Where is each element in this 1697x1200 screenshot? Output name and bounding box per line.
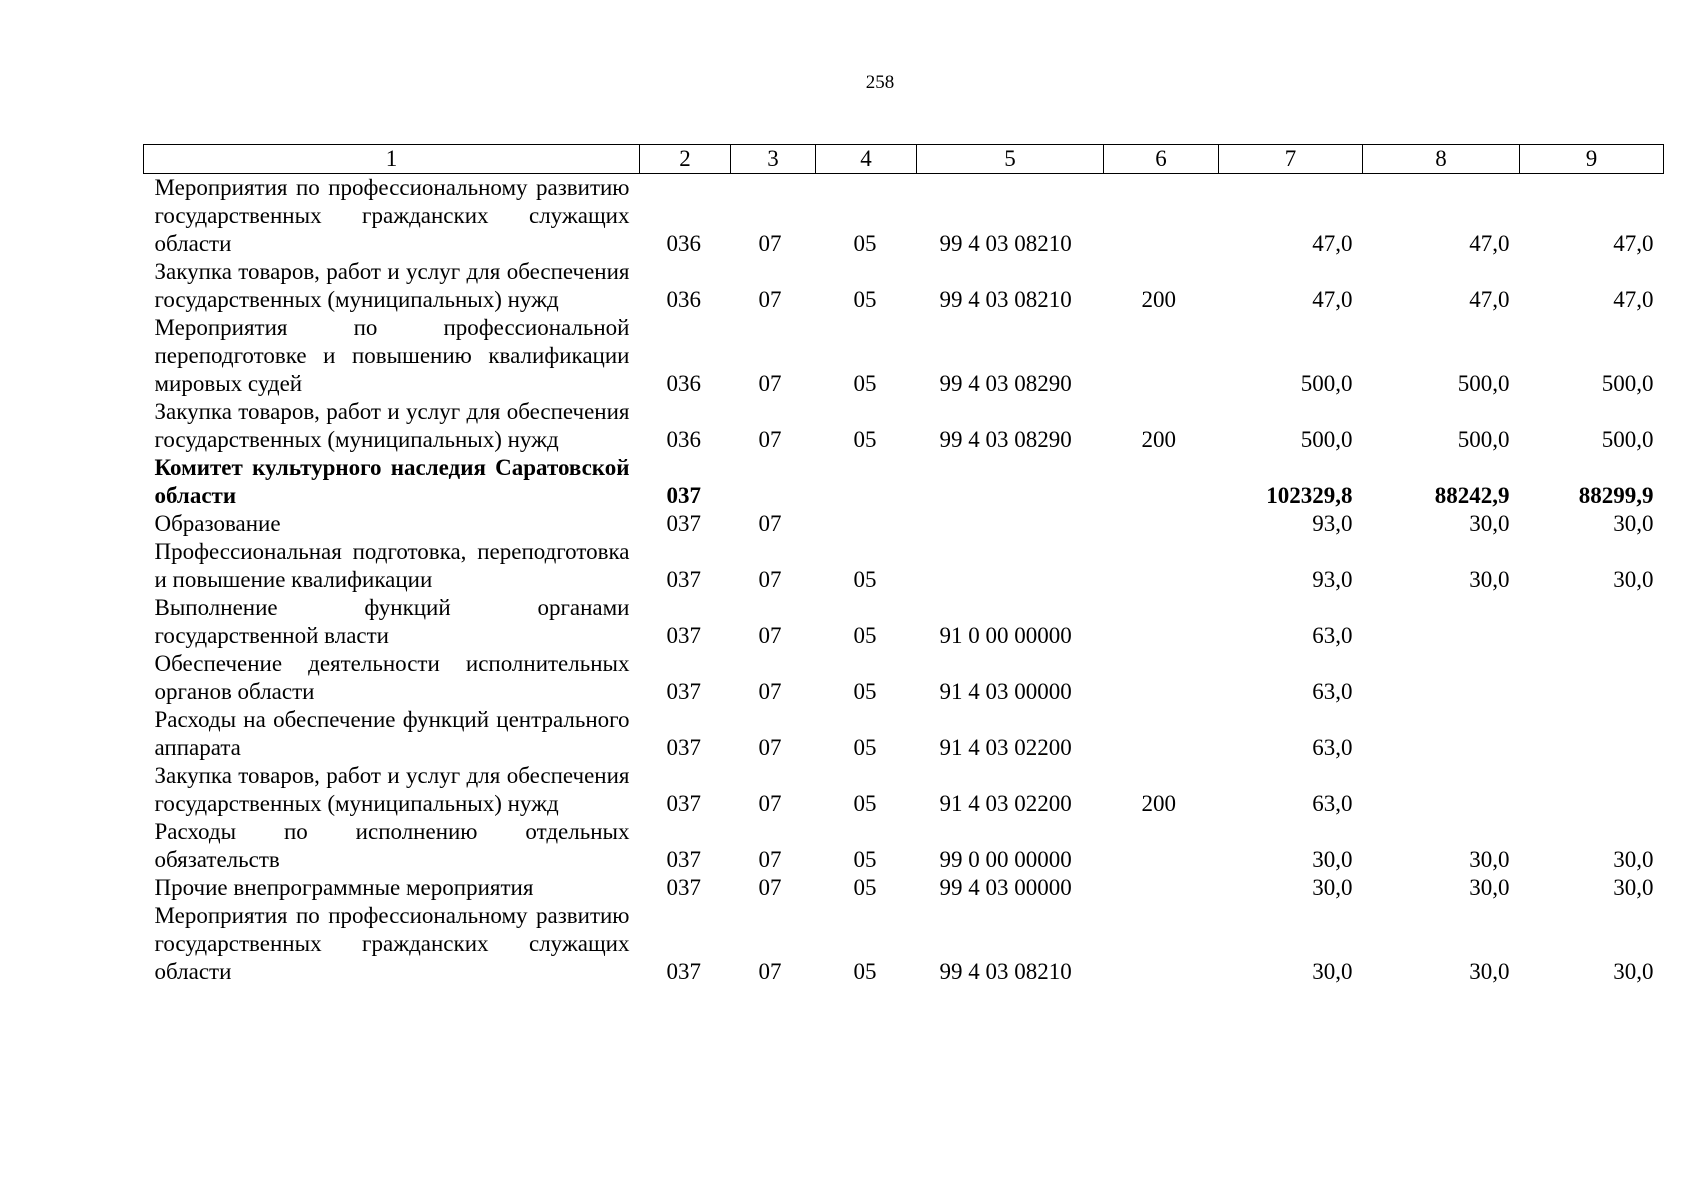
column-header: 2	[640, 145, 731, 174]
amount-col-8: 30,0	[1469, 847, 1510, 872]
amount-col-8: 30,0	[1469, 959, 1510, 984]
amount-col-8	[1363, 650, 1520, 706]
section-code: 07	[758, 427, 782, 452]
amount-col-8: 47,0	[1469, 287, 1510, 312]
section-code: 07	[758, 371, 782, 396]
amount-col-8: 88242,9	[1434, 483, 1510, 508]
expense-type-code	[1104, 874, 1219, 902]
table-row	[144, 650, 1664, 706]
expense-type-code	[1104, 538, 1219, 594]
row-name: Образование	[154, 511, 281, 536]
expense-type-code	[1104, 594, 1219, 650]
target-article-code: 91 4 03 00000	[939, 679, 1072, 704]
section-code: 07	[758, 959, 782, 984]
expense-type-code	[1104, 818, 1219, 874]
subsection-code: 05	[853, 567, 877, 592]
section-code: 07	[758, 287, 782, 312]
section-code: 07	[758, 511, 782, 536]
expense-type-code	[1104, 510, 1219, 538]
amount-col-9: 30,0	[1613, 847, 1654, 872]
amount-col-8: 30,0	[1469, 567, 1510, 592]
target-article-code: 91 0 00 00000	[939, 623, 1072, 648]
amount-col-8: 30,0	[1469, 875, 1510, 900]
target-article-code: 99 0 00 00000	[939, 847, 1072, 872]
subsection-code: 05	[853, 231, 877, 256]
amount-col-7: 500,0	[1300, 427, 1353, 452]
column-header: 5	[917, 145, 1104, 174]
target-article-code: 99 4 03 00000	[939, 875, 1072, 900]
section-code	[731, 454, 816, 510]
expense-type-code	[1104, 454, 1219, 510]
table-row	[144, 818, 1664, 874]
table-header	[144, 145, 1664, 174]
amount-col-8: 47,0	[1469, 231, 1510, 256]
amount-col-7: 63,0	[1312, 679, 1353, 704]
amount-col-7: 63,0	[1312, 623, 1353, 648]
column-header: 8	[1363, 145, 1520, 174]
column-header: 9	[1520, 145, 1664, 174]
subsection-code: 05	[853, 679, 877, 704]
table-body	[144, 174, 1664, 987]
subsection-code: 05	[853, 735, 877, 760]
ministry-code: 037	[666, 735, 701, 760]
amount-col-9	[1520, 706, 1664, 762]
ministry-code: 037	[666, 511, 701, 536]
ministry-code: 037	[666, 791, 701, 816]
amount-col-7: 30,0	[1312, 847, 1353, 872]
ministry-code: 036	[666, 231, 701, 256]
table-row	[144, 538, 1664, 594]
target-article-code: 91 4 03 02200	[939, 791, 1072, 816]
section-code: 07	[758, 567, 782, 592]
amount-col-8: 30,0	[1469, 511, 1510, 536]
column-header: 6	[1104, 145, 1219, 174]
subsection-code	[816, 510, 917, 538]
target-article-code: 99 4 03 08290	[939, 427, 1072, 452]
ministry-code: 037	[666, 483, 701, 508]
target-article-code: 99 4 03 08290	[939, 371, 1072, 396]
table-row	[144, 510, 1664, 538]
subsection-code: 05	[853, 287, 877, 312]
column-header: 1	[144, 145, 640, 174]
amount-col-7: 93,0	[1312, 567, 1353, 592]
table-row	[144, 874, 1664, 902]
amount-col-9: 47,0	[1613, 231, 1654, 256]
amount-col-8	[1363, 706, 1520, 762]
subsection-code: 05	[853, 875, 877, 900]
ministry-code: 036	[666, 371, 701, 396]
table-row	[144, 314, 1664, 398]
subsection-code	[816, 454, 917, 510]
expense-type-code	[1104, 174, 1219, 259]
amount-col-7: 47,0	[1312, 231, 1353, 256]
ministry-code: 037	[666, 567, 701, 592]
row-name: Закупка товаров, работ и услуг для обеспечения государственных (муниципальных) нужд	[154, 763, 630, 816]
ministry-code: 037	[666, 959, 701, 984]
amount-col-7: 63,0	[1312, 791, 1353, 816]
row-name: Мероприятия по профессиональной переподготовке и повышению квалификации мировых судей	[154, 315, 630, 396]
amount-col-9: 47,0	[1613, 287, 1654, 312]
row-name: Прочие внепрограммные мероприятия	[154, 875, 534, 900]
target-article-code	[917, 538, 1104, 594]
table-row	[144, 594, 1664, 650]
subsection-code: 05	[853, 847, 877, 872]
row-name: Обеспечение деятельности исполнительных органов области	[154, 651, 630, 704]
amount-col-7: 47,0	[1312, 287, 1353, 312]
expense-type-code	[1104, 314, 1219, 398]
amount-col-7: 93,0	[1312, 511, 1353, 536]
ministry-code: 036	[666, 287, 701, 312]
row-name: Профессиональная подготовка, переподготовка и повышение квалификации	[154, 539, 630, 592]
expense-type-code: 200	[1141, 791, 1176, 816]
amount-col-7: 30,0	[1312, 875, 1353, 900]
expense-type-code	[1104, 706, 1219, 762]
section-code: 07	[758, 791, 782, 816]
row-name: Выполнение функций органами государственной власти	[154, 595, 630, 648]
table-row	[144, 706, 1664, 762]
section-code: 07	[758, 847, 782, 872]
amount-col-8	[1363, 594, 1520, 650]
table-row	[144, 902, 1664, 986]
table-row	[144, 174, 1664, 259]
section-code: 07	[758, 735, 782, 760]
column-header: 7	[1219, 145, 1363, 174]
amount-col-7: 102329,8	[1266, 483, 1353, 508]
row-name: Комитет культурного наследия Саратовской области	[154, 455, 630, 508]
amount-col-9: 500,0	[1601, 371, 1654, 396]
amount-col-9	[1520, 594, 1664, 650]
subsection-code: 05	[853, 371, 877, 396]
amount-col-9: 30,0	[1613, 567, 1654, 592]
target-article-code	[917, 454, 1104, 510]
amount-col-7: 30,0	[1312, 959, 1353, 984]
target-article-code: 99 4 03 08210	[939, 959, 1072, 984]
row-name: Закупка товаров, работ и услуг для обеспечения государственных (муниципальных) нужд	[154, 399, 630, 452]
column-number-row	[144, 145, 1664, 174]
amount-col-8: 500,0	[1457, 371, 1510, 396]
page-number: 258	[865, 72, 895, 93]
section-code: 07	[758, 623, 782, 648]
expense-type-code	[1104, 902, 1219, 986]
amount-col-7: 63,0	[1312, 735, 1353, 760]
expense-type-code: 200	[1141, 287, 1176, 312]
amount-col-8: 500,0	[1457, 427, 1510, 452]
table-row	[144, 762, 1664, 818]
ministry-code: 037	[666, 623, 701, 648]
row-name: Расходы по исполнению отдельных обязательств	[154, 819, 630, 872]
target-article-code	[917, 510, 1104, 538]
expense-type-code	[1104, 650, 1219, 706]
column-header: 4	[816, 145, 917, 174]
amount-col-9: 30,0	[1613, 875, 1654, 900]
column-header: 3	[731, 145, 816, 174]
row-name: Расходы на обеспечение функций центрального аппарата	[154, 707, 630, 760]
amount-col-9: 30,0	[1613, 511, 1654, 536]
section-code: 07	[758, 679, 782, 704]
target-article-code: 99 4 03 08210	[939, 231, 1072, 256]
subsection-code: 05	[853, 959, 877, 984]
amount-col-7: 500,0	[1300, 371, 1353, 396]
table-row	[144, 398, 1664, 454]
ministry-code: 037	[666, 679, 701, 704]
table-row	[144, 258, 1664, 314]
row-name: Мероприятия по профессиональному развитию государственных гражданских служащих области	[154, 903, 630, 984]
subsection-code: 05	[853, 623, 877, 648]
ministry-code: 036	[666, 427, 701, 452]
amount-col-9	[1520, 650, 1664, 706]
ministry-code: 037	[666, 875, 701, 900]
row-name: Закупка товаров, работ и услуг для обеспечения государственных (муниципальных) нужд	[154, 259, 630, 312]
ministry-code: 037	[666, 847, 701, 872]
amount-col-9: 500,0	[1601, 427, 1654, 452]
target-article-code: 99 4 03 08210	[939, 287, 1072, 312]
target-article-code: 91 4 03 02200	[939, 735, 1072, 760]
row-name: Мероприятия по профессиональному развитию государственных гражданских служащих области	[154, 175, 630, 256]
amount-col-9: 30,0	[1613, 959, 1654, 984]
table-row	[144, 454, 1664, 510]
subsection-code: 05	[853, 427, 877, 452]
amount-col-8	[1363, 762, 1520, 818]
section-code: 07	[758, 875, 782, 900]
amount-col-9	[1520, 762, 1664, 818]
expense-type-code: 200	[1141, 427, 1176, 452]
section-code: 07	[758, 231, 782, 256]
budget-table	[143, 144, 1664, 986]
subsection-code: 05	[853, 791, 877, 816]
amount-col-9: 88299,9	[1578, 483, 1654, 508]
